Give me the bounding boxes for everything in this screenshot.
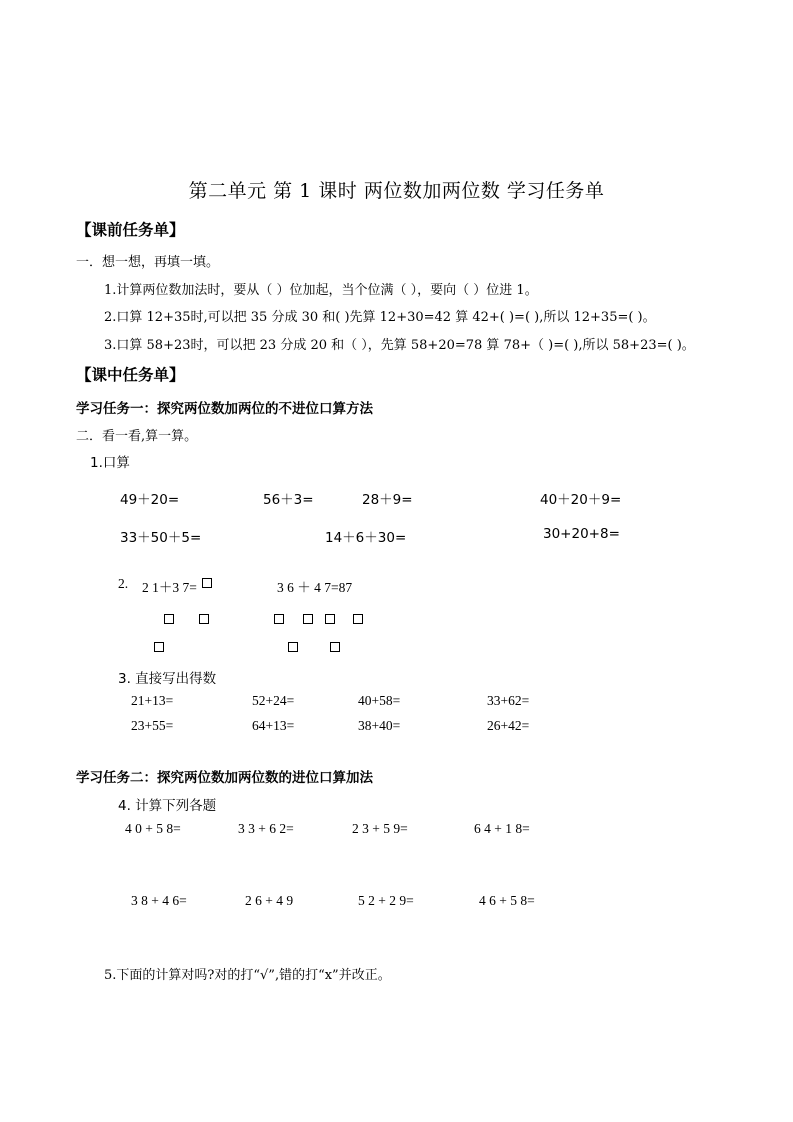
answer-box[interactable] [330, 642, 340, 652]
q1-expression: 28＋9= [362, 492, 413, 508]
q1-expression: 33＋50＋5= [120, 530, 202, 546]
q4-label: 4. 计算下列各题 [118, 798, 217, 814]
answer-box[interactable] [325, 614, 335, 624]
q1-label: 1.口算 [90, 455, 130, 471]
pre-question-2: 2.口算 12+35时,可以把 35 分成 30 和( )先算 12+30=42 算 42+( )=( ),所以 12+35=( )。 [104, 310, 656, 325]
q3-expression: 23+55= [131, 718, 174, 733]
task1-heading: 学习任务一：探究两位数加两位的不进位口算方法 [76, 401, 373, 417]
q3-expression: 38+40= [358, 718, 401, 733]
q1-expression: 49＋20= [120, 492, 180, 508]
question-5: 5.下面的计算对吗?对的打“√”,错的打“x”并改正。 [104, 968, 391, 983]
q1-expression: 56＋3= [263, 492, 314, 508]
q1-expression: 30+20+8= [543, 526, 620, 542]
q1-expression: 14＋6＋30= [325, 530, 407, 546]
q4-expression: 3 8 + 4 6= [131, 893, 187, 908]
answer-box[interactable] [274, 614, 284, 624]
q4-expression: 3 3 + 6 2= [238, 821, 294, 836]
q3-expression: 40+58= [358, 693, 401, 708]
in-class-heading: 【课中任务单】 [76, 365, 185, 384]
pre-question-3: 3.口算 58+23时，可以把 23 分成 20 和（ ），先算 58+20=78 算 78+（ )=( ),所以 58+23=( )。 [104, 338, 695, 353]
answer-box[interactable] [154, 642, 164, 652]
answer-box[interactable] [202, 578, 212, 588]
page-title: 第二单元 第 1 课时 两位数加两位数 学习任务单 [188, 180, 605, 202]
q2-label: 2. [118, 576, 129, 591]
q3-expression: 26+42= [487, 718, 530, 733]
answer-box[interactable] [199, 614, 209, 624]
q2-equation-1: 2 1＋3 7= [142, 580, 197, 595]
answer-box[interactable] [288, 642, 298, 652]
q2-equation-2: 3 6 ＋ 4 7=87 [277, 580, 353, 595]
q3-label: 3. 直接写出得数 [118, 671, 217, 687]
q4-expression: 4 6 + 5 8= [479, 893, 535, 908]
q4-expression: 4 0 + 5 8= [125, 821, 181, 836]
answer-box[interactable] [164, 614, 174, 624]
q3-expression: 64+13= [252, 718, 295, 733]
q4-expression: 5 2 + 2 9= [358, 893, 414, 908]
part2-heading: 二．看一看,算一算。 [76, 429, 198, 444]
answer-box[interactable] [303, 614, 313, 624]
pre-class-heading: 【课前任务单】 [76, 220, 185, 239]
q3-expression: 21+13= [131, 693, 174, 708]
answer-box[interactable] [353, 614, 363, 624]
task2-heading: 学习任务二：探究两位数加两位数的进位口算加法 [76, 770, 373, 786]
part1-heading: 一．想一想，再填一填。 [76, 255, 220, 270]
q3-expression: 33+62= [487, 693, 530, 708]
q3-expression: 52+24= [252, 693, 295, 708]
q1-expression: 40＋20＋9= [540, 492, 622, 508]
q4-expression: 6 4 + 1 8= [474, 821, 530, 836]
q4-expression: 2 3 + 5 9= [352, 821, 408, 836]
q4-expression: 2 6 + 4 9 [245, 893, 294, 908]
pre-question-1: 1.计算两位数加法时，要从（ ）位加起，当个位满（ ），要向（ ）位进 1。 [104, 283, 538, 298]
